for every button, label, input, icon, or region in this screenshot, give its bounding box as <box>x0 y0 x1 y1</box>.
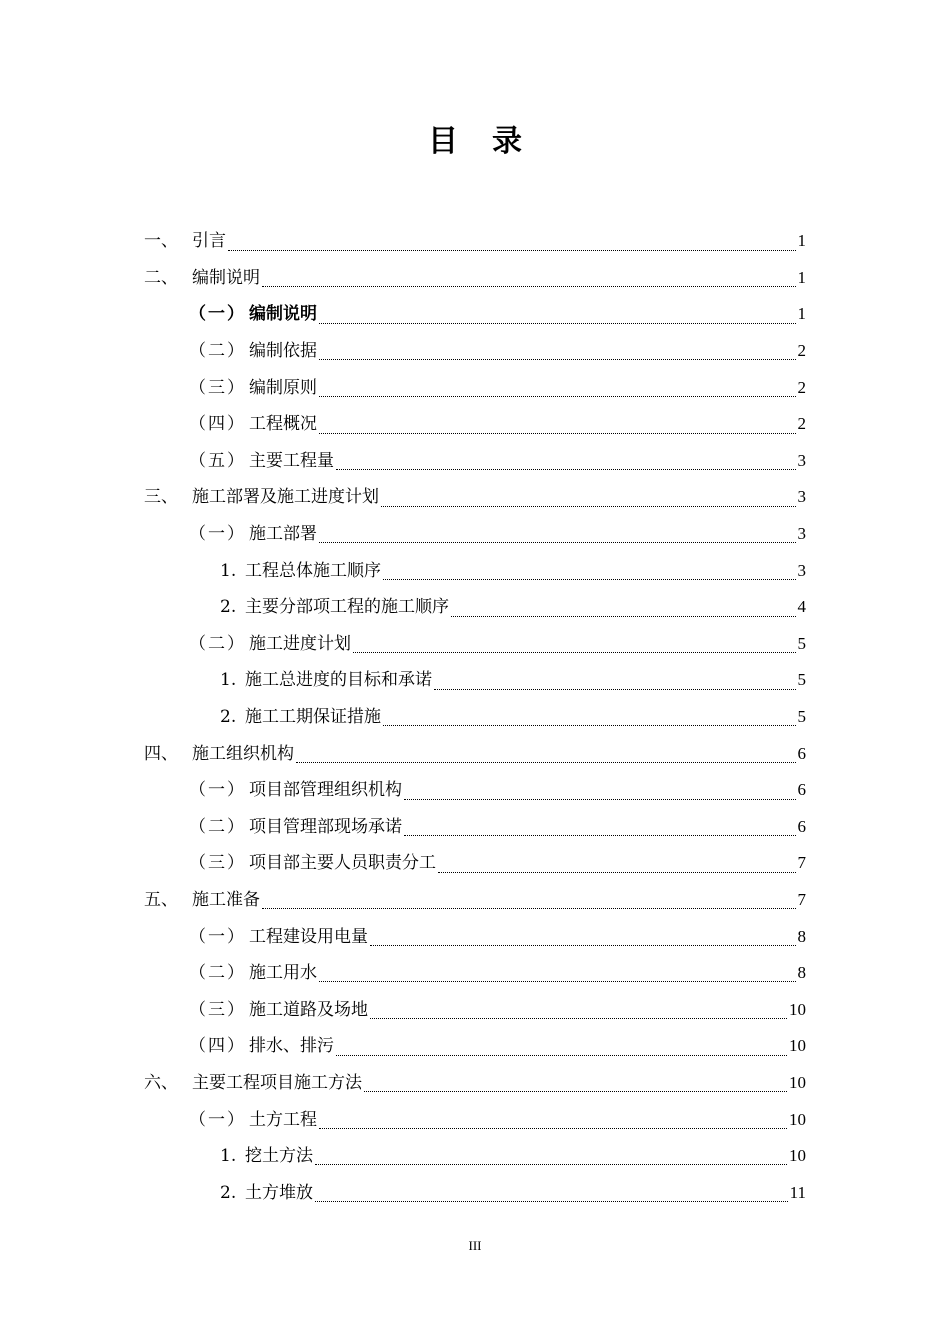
toc-entry-page: 6 <box>797 816 806 836</box>
toc-entry-number: 2. <box>220 597 237 618</box>
dot-leader <box>262 908 796 909</box>
page-footer-number: III <box>468 1238 482 1253</box>
toc-entry-page: 8 <box>797 963 806 983</box>
toc-entry[interactable] <box>0 260 950 297</box>
toc-entry-label: 工程总体施工顺序 <box>245 560 381 581</box>
toc-entry-page: 7 <box>797 853 806 873</box>
toc-entry-number: 二、 <box>144 267 178 288</box>
dot-leader <box>336 469 796 470</box>
toc-entry-label: 项目部主要人员职责分工 <box>249 853 436 874</box>
toc-entry[interactable] <box>0 735 950 772</box>
toc-entry-label: 施工准备 <box>192 889 260 910</box>
toc-entry-label: 挖土方法 <box>245 1146 313 1167</box>
toc-entry[interactable] <box>0 882 950 919</box>
toc-entry-page: 6 <box>797 743 806 763</box>
toc-entry-page: 6 <box>797 780 806 800</box>
dot-leader <box>404 799 796 800</box>
toc-entry-label: 施工组织机构 <box>192 743 294 764</box>
toc-entry-number: （三） <box>189 853 246 874</box>
toc-entry-label: 项目部管理组织机构 <box>249 780 402 801</box>
toc-entry[interactable] <box>0 772 950 809</box>
toc-entry[interactable] <box>0 1065 950 1102</box>
toc-entry-label: 工程概况 <box>249 414 317 435</box>
dot-leader <box>315 1164 787 1165</box>
toc-entry-label: 施工总进度的目标和承诺 <box>245 670 432 691</box>
toc-entry-number: （一） <box>189 1109 246 1130</box>
toc-entry-page: 4 <box>797 597 806 617</box>
dot-leader <box>404 835 796 836</box>
toc-entry-page: 2 <box>797 414 806 434</box>
toc-entry-number: 一、 <box>144 231 178 252</box>
toc-entry-number: （一） <box>189 926 246 947</box>
toc-entry-page: 10 <box>789 999 806 1019</box>
toc-entry[interactable] <box>0 516 950 553</box>
toc-entry-number: 2. <box>220 1182 237 1203</box>
toc-entry[interactable] <box>0 699 950 736</box>
toc-entry-number: （一） <box>189 780 246 801</box>
toc-entry[interactable] <box>0 406 950 443</box>
toc-entry-number: 四、 <box>144 743 178 764</box>
toc-entry-label: 编制依据 <box>249 341 317 362</box>
toc-entry-page: 5 <box>797 670 806 690</box>
toc-entry-label: 主要分部项工程的施工顺序 <box>245 597 449 618</box>
toc-entry-number: （二） <box>189 816 246 837</box>
dot-leader <box>319 981 796 982</box>
toc-entry-label: 施工部署及施工进度计划 <box>192 487 379 508</box>
toc-entry-label: 编制说明 <box>249 304 317 325</box>
toc-entry[interactable] <box>0 1028 950 1065</box>
dot-leader <box>383 725 796 726</box>
toc-entry[interactable] <box>0 296 950 333</box>
toc-entry[interactable] <box>0 223 950 260</box>
dot-leader <box>296 762 796 763</box>
dot-leader <box>438 872 796 873</box>
dot-leader <box>370 1018 787 1019</box>
toc-entry-page: 3 <box>797 487 806 507</box>
toc-entry-label: 主要工程项目施工方法 <box>192 1072 362 1093</box>
toc-entry-number: （一） <box>189 304 246 325</box>
dot-leader <box>319 359 796 360</box>
toc-entry-number: （四） <box>189 414 246 435</box>
dot-leader <box>319 1128 787 1129</box>
toc-entry[interactable] <box>0 333 950 370</box>
dot-leader <box>370 945 796 946</box>
toc-entry-page: 3 <box>797 450 806 470</box>
toc-entry[interactable] <box>0 626 950 663</box>
toc-entry-label: 施工道路及场地 <box>249 999 368 1020</box>
toc-entry-page: 5 <box>797 633 806 653</box>
dot-leader <box>451 616 796 617</box>
toc-entry-page: 3 <box>797 560 806 580</box>
toc-entry-label: 编制原则 <box>249 377 317 398</box>
toc-entry-page: 2 <box>797 377 806 397</box>
toc-entry[interactable] <box>0 1101 950 1138</box>
toc-entry-label: 施工用水 <box>249 963 317 984</box>
toc-entry-page: 10 <box>789 1146 806 1166</box>
toc-entry-page: 7 <box>797 889 806 909</box>
toc-entry-label: 施工进度计划 <box>249 633 351 654</box>
toc-entry-number: （五） <box>189 450 246 471</box>
toc-entry-label: 项目管理部现场承诺 <box>249 816 402 837</box>
toc-entry-label: 引言 <box>192 231 226 252</box>
toc-entry-page: 11 <box>789 1182 806 1202</box>
toc-entry-page: 10 <box>789 1109 806 1129</box>
toc-entry[interactable] <box>0 552 950 589</box>
dot-leader <box>336 1055 787 1056</box>
toc-entry-number: （二） <box>189 633 246 654</box>
toc-entry-number: 1. <box>220 560 237 581</box>
toc-entry-number: 2. <box>220 707 237 728</box>
toc-entry-page: 1 <box>797 304 806 324</box>
toc-entry-label: 施工工期保证措施 <box>245 707 381 728</box>
toc-entry-number: （一） <box>189 524 246 545</box>
toc-entry[interactable] <box>0 845 950 882</box>
toc-entry-page: 8 <box>797 926 806 946</box>
toc-entry-number: 1. <box>220 1146 237 1167</box>
toc-entry-label: 土方堆放 <box>245 1182 313 1203</box>
toc-entry[interactable] <box>0 809 950 846</box>
toc-entry-page: 3 <box>797 524 806 544</box>
dot-leader <box>315 1201 788 1202</box>
toc-entry-page: 10 <box>789 1036 806 1056</box>
dot-leader <box>319 542 796 543</box>
toc-entry-number: 1. <box>220 670 237 691</box>
toc-entry[interactable] <box>0 991 950 1028</box>
toc-entry-number: （四） <box>189 1036 246 1057</box>
dot-leader <box>353 652 796 653</box>
table-of-contents <box>0 223 950 1211</box>
toc-entry-number: （二） <box>189 963 246 984</box>
toc-entry-page: 2 <box>797 341 806 361</box>
dot-leader <box>434 689 796 690</box>
dot-leader <box>319 323 796 324</box>
toc-entry[interactable] <box>0 955 950 992</box>
dot-leader <box>262 286 796 287</box>
toc-entry[interactable] <box>0 369 950 406</box>
toc-entry-label: 主要工程量 <box>249 450 334 471</box>
toc-entry-label: 土方工程 <box>249 1109 317 1130</box>
toc-entry[interactable] <box>0 479 950 516</box>
toc-entry-number: 六、 <box>144 1072 178 1093</box>
toc-entry-number: 三、 <box>144 487 178 508</box>
toc-entry[interactable] <box>0 443 950 480</box>
toc-entry[interactable] <box>0 918 950 955</box>
toc-entry-label: 工程建设用电量 <box>249 926 368 947</box>
toc-entry[interactable] <box>0 662 950 699</box>
toc-entry[interactable] <box>0 589 950 626</box>
dot-leader <box>228 250 796 251</box>
dot-leader <box>319 433 796 434</box>
toc-entry[interactable] <box>0 1174 950 1211</box>
toc-entry[interactable] <box>0 1138 950 1175</box>
toc-entry-label: 编制说明 <box>192 267 260 288</box>
toc-entry-label: 排水、排污 <box>249 1036 334 1057</box>
toc-entry-number: （三） <box>189 377 246 398</box>
toc-entry-page: 1 <box>797 267 806 287</box>
dot-leader <box>381 506 796 507</box>
toc-entry-number: （二） <box>189 341 246 362</box>
toc-entry-number: 五、 <box>144 889 178 910</box>
dot-leader <box>319 396 796 397</box>
dot-leader <box>364 1091 787 1092</box>
toc-entry-page: 5 <box>797 707 806 727</box>
toc-entry-page: 1 <box>797 231 806 251</box>
toc-title: 目录 <box>428 124 556 159</box>
toc-entry-label: 施工部署 <box>249 524 317 545</box>
toc-entry-page: 10 <box>789 1072 806 1092</box>
dot-leader <box>383 579 796 580</box>
toc-entry-number: （三） <box>189 999 246 1020</box>
